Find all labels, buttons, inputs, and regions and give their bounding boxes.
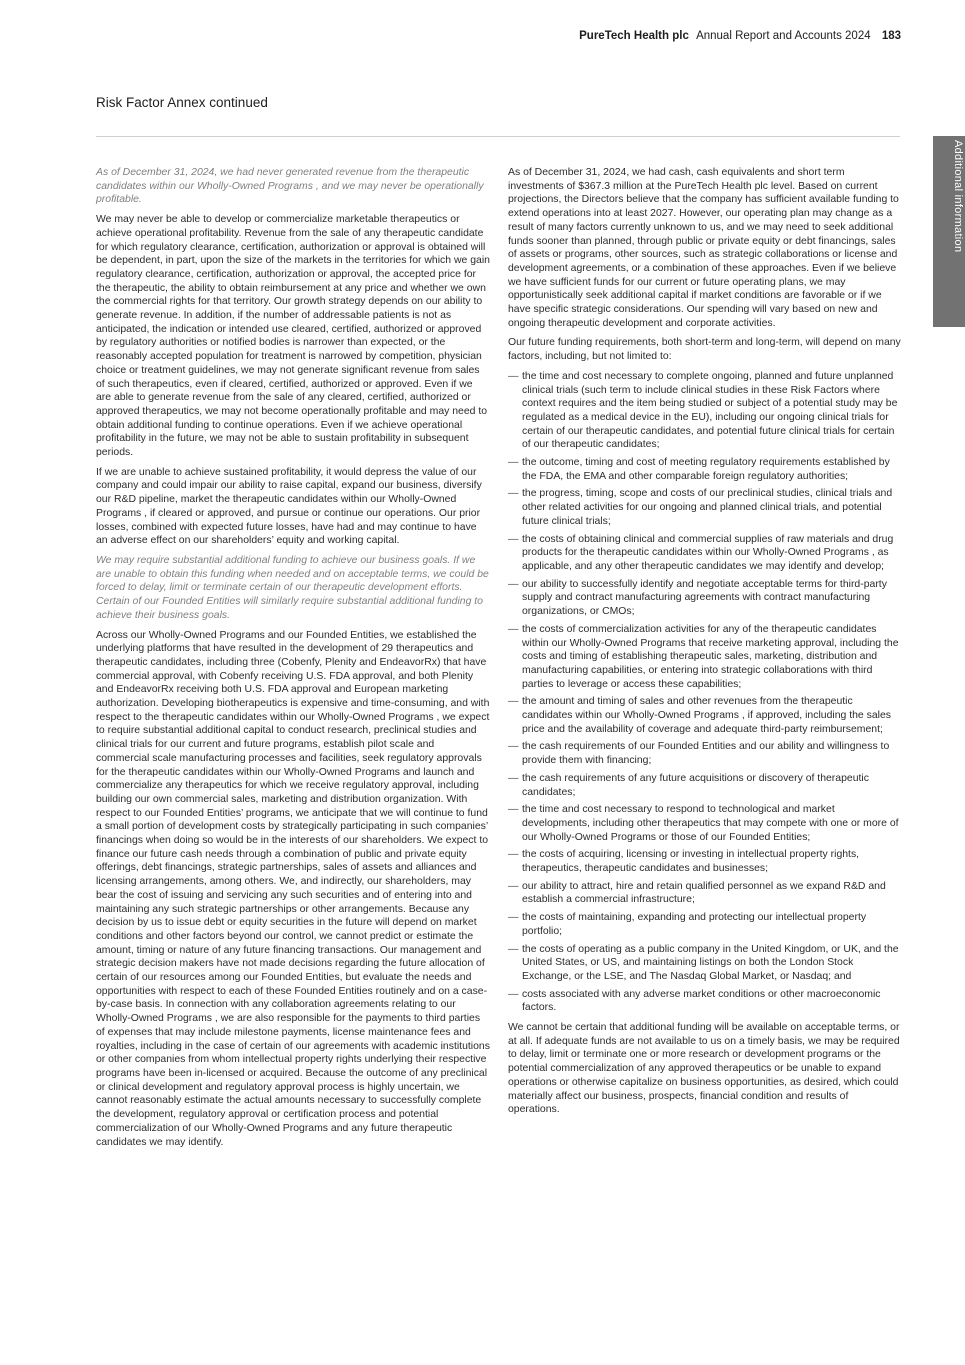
header-divider <box>96 136 900 137</box>
list-item: — costs associated with any adverse market conditions or other macroeconomic factors. <box>508 988 901 1015</box>
list-item: — the costs of obtaining clinical and commercial supplies of raw materials and drug products for the therapeutic candidates within our Wholly-Owned Programs , as applicable, and any other therapeutic candidates we may identify and develop; <box>508 533 901 574</box>
side-tab-label: Additional information <box>952 140 964 253</box>
paragraph-funding-needs: Across our Wholly-Owned Programs and our Founded Entities, we established the underlying platforms that have resulted in the development of 29 therapeutics and therapeutic candidates, including three (Cobenfy, Plenity and EndeavorRx) that have commercial approval, with Cobenfy receiving U.S. FDA approval, and both Plenity and EndeavorRx receiving both U.S. FDA approval and European marketing authorization. Developing biotherapeutics is expensive and time-consuming, and with respect to the therapeutic candidates within our Wholly-Owned Programs , we expect to require substantial additional capital to conduct research, preclinical studies and clinical trials for our current and future programs, establish pilot scale and commercial scale manufacturing processes and facilities, seek regulatory approvals for the therapeutic candidates within our Wholly-Owned Programs and launch and commercialize any therapeutics for which we receive regulatory approval, including building our own commercial sales, marketing and distribution organization. With respect to our Founded Entities’ programs, we anticipate that we will continue to fund a small portion of development costs by strategically participating in such companies’ financings when doing so would be in the interests of our shareholders. We expect to finance our future cash needs through a combination of public and private equity offerings, debt financings, strategic partnerships, sales of assets and alliances and licensing arrangements, among others. We, and indirectly, our shareholders, may bear the cost of issuing and servicing any such securities and of entering into and maintaining any such strategic partnerships or other arrangements. Because any decision by us to issue debt or equity securities in the future will depend on market conditions and other factors beyond our control, we cannot predict or estimate the amount, timing or nature of any future financing transactions. Our management and strategic decision makers have not made decisions regarding the future allocation of certain of our resources among our Founded Entities, but evaluate the needs and opportunities with respect to each of these Founded Entities routinely and on a case-by-case basis. In connection with any collaboration agreements relating to our Wholly-Owned Programs , we are also responsible for the payments to third parties of expenses that may include milestone payments, license maintenance fees and royalties, including in the case of certain of our agreements with academic institutions or other companies from whom intellectual property rights underlying their respective programs have been in-licensed or acquired. Because the outcome of any preclinical or clinical development and regulatory approval process is highly uncertain, we cannot reasonably estimate the actual amounts necessary to successfully complete the development, regulatory approval or certification process and potential commercialization of our Wholly-Owned Programs and any future therapeutic candidates we may identify. <box>96 629 490 1148</box>
section-title: Risk Factor Annex continued <box>96 95 268 110</box>
list-item: — the costs of commercialization activities for any of the therapeutic candidates within our Wholly-Owned Programs that receive marketing approval, including the costs and timing of establishing therapeutic sales, marketing, distribution and manufacturing capabilities, or entering into strategic collaborations with third parties to leverage or access these capabilities; <box>508 623 901 692</box>
subheading-funding-risk: We may require substantial additional funding to achieve our business goals. If we are unable to obtain this funding when needed and on acceptable terms, we could be forced to delay, limit or terminate certain of our therapeutic development efforts. Certain of our Founded Entities will similarly require substantial additional funding to achieve their business goals. <box>96 554 489 621</box>
paragraph-cash-position: As of December 31, 2024, we had cash, cash equivalents and short term investments of $367.3 million at the PureTech Health plc level. Based on current projections, the Directors believe that the company has sufficient available funding to extend operations into at least 2027. However, our operating plan may change as a result of many factors currently unknown to us, and we may need to seek additional funds sooner than planned, through public or private equity or debt financings, sales of assets or programs, other sources, such as strategic collaborations or license and development agreements, or a combination of these approaches. Even if we believe we have sufficient funds for our current or future operating plans, we may opportunistically seek additional capital if market conditions are favorable or if we have specific strategic considerations. Our spending will vary based on new and ongoing therapeutic development and corporate activities. <box>508 167 899 329</box>
paragraph-profitability: We may never be able to develop or commercialize marketable therapeutics or achieve operational profitability. Revenue from the sale of any therapeutic candidate for which regulatory clearance, certification, authorization or approval is obtained will be dependent, in part, upon the size of the markets in the territories for which we gain regulatory clearance, certification, authorization or approval, the accepted price for the therapeutic, the ability to obtain reimbursement at any price and whether we own the commercial rights for that territory. Our growth strategy depends on our ability to generate revenue. In addition, if the number of addressable patients is not as anticipated, the indication or intended use cleared, certified, authorized or approved by regulatory authorities or notified bodies is narrower than expected, or the reasonably accepted population for treatment is narrowed by competition, physician choice or treatment guidelines, we may not generate significant revenue from sales of such therapeutics, even if cleared, certified, authorized or approved. Even if we are able to generate revenue from the sale of any cleared, certified, authorized or approved therapeutics, we may not become operationally profitable and may need to obtain additional funding to continue operations. Even if we achieve operational profitability in the future, we may not be able to sustain profitability in subsequent periods. <box>96 214 490 459</box>
list-item: — the amount and timing of sales and other revenues from the therapeutic candidates within our Wholly-Owned Programs , if approved, including the sales price and the availability of coverage and adequate third-party reimbursement; <box>508 695 901 736</box>
company-name: PureTech Health plc <box>579 30 689 42</box>
report-title: Annual Report and Accounts 2024 <box>696 30 871 42</box>
list-item: — our ability to attract, hire and retain qualified personnel as we expand R&D and establish a commercial infrastructure; <box>508 880 901 907</box>
left-column <box>96 166 490 1155</box>
side-tab[interactable] <box>933 136 965 327</box>
list-item: — the cash requirements of our Founded Entities and our ability and willingness to provide them with financing; <box>508 740 901 767</box>
funding-factors-list <box>508 370 901 1015</box>
page-header <box>579 30 901 42</box>
paragraph-funding-uncertainty: We cannot be certain that additional funding will be available on acceptable terms, or at all. If adequate funds are not available to us on a timely basis, we may be required to delay, limit or terminate one or more research or development programs or the potential commercialization of any approved therapeutics or be unable to expand operations or otherwise capitalize on business opportunities, as desired, which could materially affect our business, prospects, financial condition and results of operations. <box>508 1022 900 1116</box>
list-item: — the time and cost necessary to respond to technological and market developments, including other therapeutics that may compete with one or more of our Wholly-Owned Programs or those of our Founded Entities; <box>508 803 901 844</box>
list-item: — the progress, timing, scope and costs of our preclinical studies, clinical trials and other related activities for our ongoing and planned clinical trials, and potential future clinical trials; <box>508 487 901 528</box>
list-item: — the cash requirements of any future acquisitions or discovery of therapeutic candidates; <box>508 772 901 799</box>
paragraph-sustained-profitability: If we are unable to achieve sustained profitability, it would depress the value of our company and could impair our ability to raise capital, expand our business, diversify our R&D pipeline, market the therapeutic candidates within our Wholly-Owned Programs , if cleared or approved, and pursue or continue our operations. Our prior losses, combined with expected future losses, have had and may continue to have an adverse effect on our shareholders’ equity and working capital. <box>96 466 482 547</box>
list-item: — the costs of maintaining, expanding and protecting our intellectual property portfolio; <box>508 911 901 938</box>
list-item: — our ability to successfully identify and negotiate acceptable terms for third-party supply and contract manufacturing agreements with contract manufacturing organizations, or CMOs; <box>508 578 901 619</box>
page-number: 183 <box>881 30 901 42</box>
right-column <box>508 166 901 1123</box>
paragraph-funding-factors-intro: Our future funding requirements, both short-term and long-term, will depend on many factors, including, but not limited to: <box>508 337 901 363</box>
list-item: — the time and cost necessary to complete ongoing, planned and future unplanned clinical trials (such term to include clinical studies in these Risk Factors where context requires and the item being studied or subject of a potential study may be regulated as a medical device in the EU), including our ongoing clinical trials for certain of our therapeutic candidates, and potential future clinical trials for certain of our therapeutic candidates; <box>508 370 901 452</box>
subheading-revenue-risk: As of December 31, 2024, we had never generated revenue from the therapeutic candidates within our Wholly-Owned Programs , and we may never be operationally profitable. <box>96 167 484 206</box>
list-item: — the costs of operating as a public company in the United Kingdom, or UK, and the United States, or US, and maintaining listings on both the London Stock Exchange, or the LSE, and The Nasdaq Global Market, or Nasdaq; and <box>508 943 901 984</box>
list-item: — the costs of acquiring, licensing or investing in intellectual property rights, therapeutics, therapeutic candidates and businesses; <box>508 848 901 875</box>
list-item: — the outcome, timing and cost of meeting regulatory requirements established by the FDA, the EMA and other comparable foreign regulatory authorities; <box>508 456 901 483</box>
